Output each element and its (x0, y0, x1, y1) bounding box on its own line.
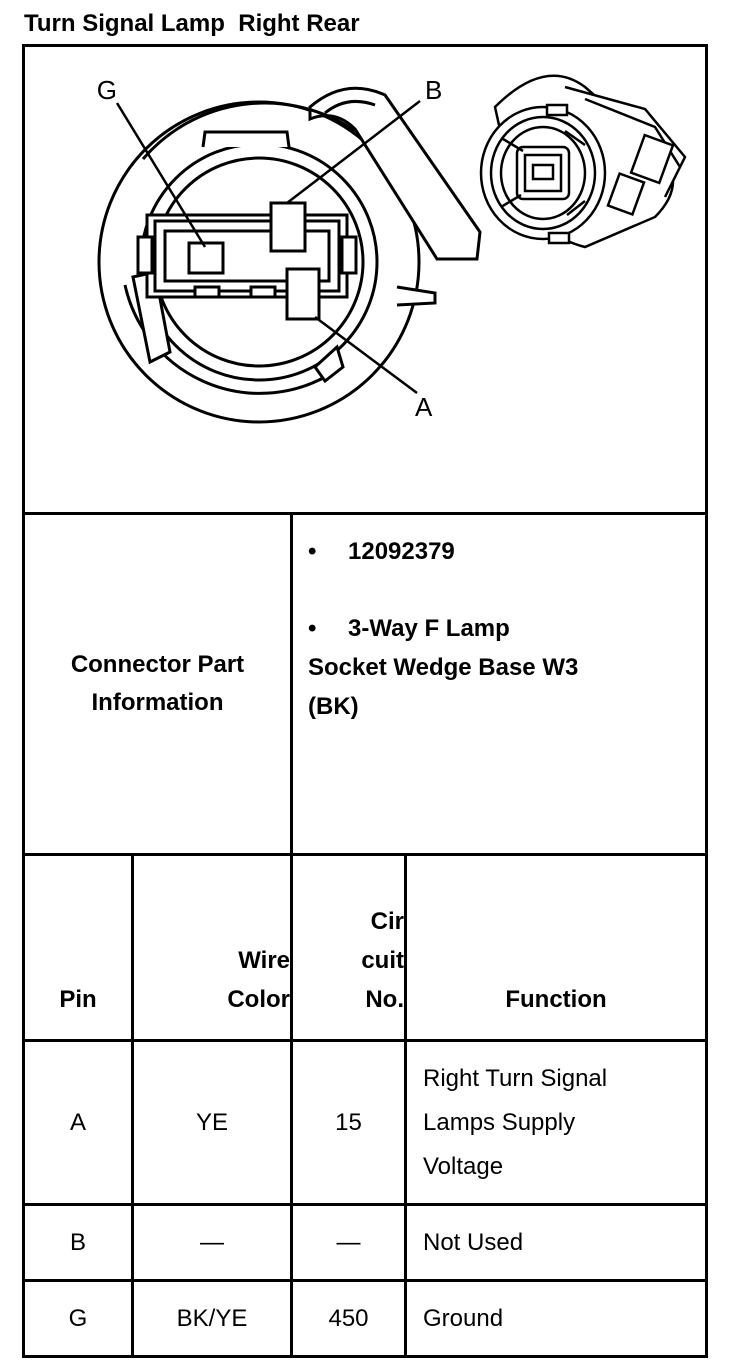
page-title: Turn Signal Lamp Right Rear (24, 10, 360, 37)
callout-label-b: B (425, 75, 443, 105)
terminal-g (189, 243, 223, 273)
connector-info-label (25, 515, 290, 853)
row-g-function: Ground (423, 1304, 504, 1332)
row-g-circuit: 450 (328, 1304, 369, 1332)
header-function-text: Function (505, 986, 607, 1013)
header-pin (25, 856, 131, 1039)
header-wire-color (134, 856, 290, 1039)
row-a-wire-color: YE (195, 1108, 228, 1136)
row-a-pin: A (69, 1108, 86, 1136)
header-pin-text: Pin (59, 986, 97, 1013)
connector-diagram (25, 47, 705, 513)
part-number-line: • 12092379 (308, 538, 455, 565)
part-description-3: (BK) (308, 693, 359, 720)
divider-info-column (290, 512, 293, 855)
row-b-pin: B (69, 1228, 86, 1256)
header-circuit-text-3: No. (365, 986, 404, 1013)
part-description-line1: • 3-Way F Lamp (308, 615, 510, 642)
row-a-function-line-2: Lamps Supply (423, 1108, 576, 1136)
header-wire-text-2: Color (227, 986, 290, 1013)
header-function (407, 856, 705, 1039)
connector-part-details (308, 532, 698, 726)
part-description-1: 3-Way F Lamp (348, 615, 510, 642)
row-b-circuit: — (336, 1228, 361, 1256)
callout-label-g: G (96, 75, 117, 105)
callout-label-a: A (415, 392, 433, 422)
part-description-2: Socket Wedge Base W3 (308, 654, 579, 681)
row-a-function-line-1: Right Turn Signal (423, 1064, 608, 1092)
part-number: 12092379 (348, 538, 455, 565)
header-circuit-no (293, 856, 404, 1039)
row-b-wire-color: — (200, 1228, 224, 1256)
terminal-b (271, 203, 305, 251)
row-a-circuit: 15 (335, 1108, 362, 1136)
row-a-function-line-3: Voltage (423, 1152, 504, 1180)
connector-info-label-text: Connector Part Information (70, 651, 245, 716)
row-g-pin: G (68, 1304, 88, 1332)
row-a-function (407, 1042, 705, 1203)
row-b-function: Not Used (423, 1228, 524, 1256)
connector-housing-illustration (481, 76, 685, 247)
header-wire-text-1: Wire (238, 947, 290, 974)
row-g-wire-color: BK/YE (176, 1304, 248, 1332)
terminal-a (287, 269, 319, 319)
header-circuit-text-2: cuit (361, 947, 404, 974)
header-circuit-text-1: Cir (370, 908, 404, 935)
